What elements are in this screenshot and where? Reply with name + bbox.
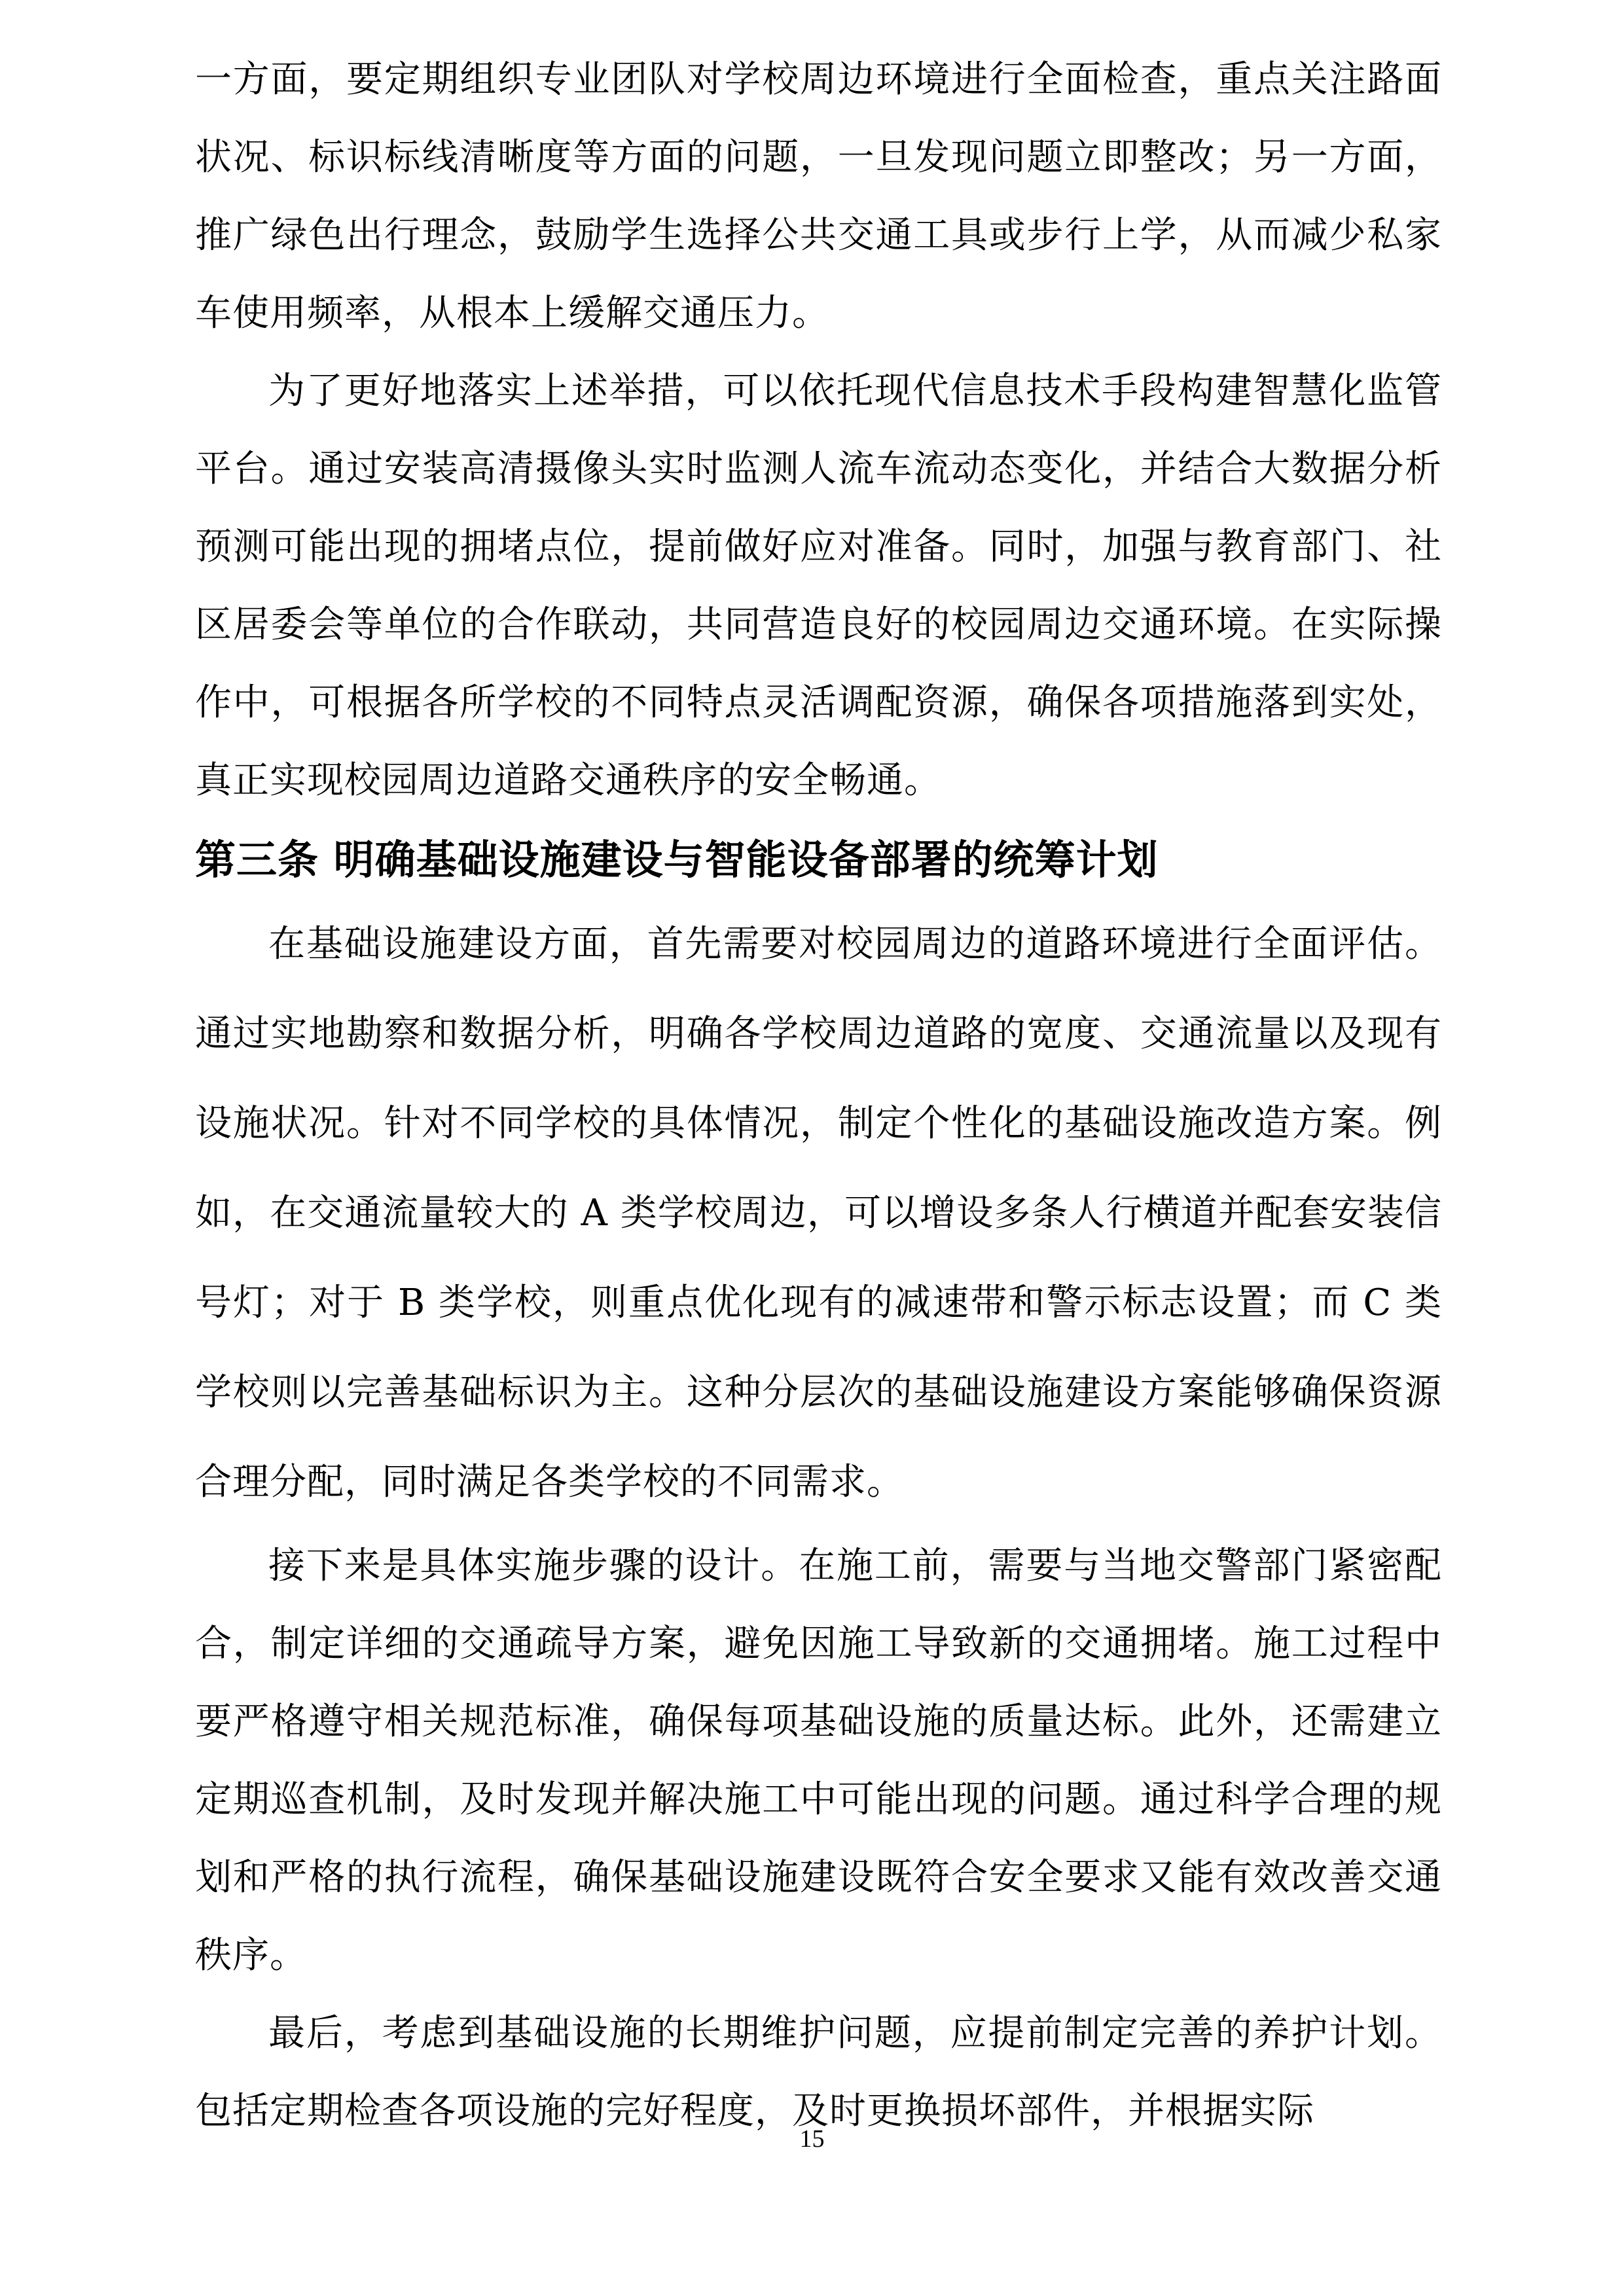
section-heading: 第三条 明确基础设施建设与智能设备部署的统筹计划 <box>195 836 1159 884</box>
document-body <box>195 41 1442 2150</box>
paragraph-implementation-steps: 接下来是具体实施步骤的设计。在施工前，需要与当地交警部门紧密配合，制定详细的交通疏导方案，避免因施工导致新的交通拥堵。施工过程中要严格遵守相关规范标准，确保每项基础设施的质量达标。此外，还需建立定期巡查机制，及时发现并解决施工中可能出现的问题。通过科学合理的规划和严格的执行流程，确保基础设施建设既符合安全要求又能有效改善交通秩序。 <box>195 1545 1442 1977</box>
page-number: 15 <box>799 2125 825 2153</box>
paragraph-maintenance-plan: 最后，考虑到基础设施的长期维护问题，应提前制定完善的养护计划。包括定期检查各项设施的完好程度，及时更换损坏部件，并根据实际 <box>195 2012 1442 2132</box>
paragraph-smart-platform: 为了更好地落实上述举措，可以依托现代信息技术手段构建智慧化监管平台。通过安装高清摄像头实时监测人流车流动态变化，并结合大数据分析预测可能出现的拥堵点位，提前做好应对准备。同时，加强与教育部门、社区居委会等单位的合作联动，共同营造良好的校园周边交通环境。在实际操作中，可根据各所学校的不同特点灵活调配资源，确保各项措施落到实处，真正实现校园周边道路交通秩序的安全畅通。 <box>195 370 1442 802</box>
paragraph-road-inspection: 一方面，要定期组织专业团队对学校周边环境进行全面检查，重点关注路面状况、标识标线清晰度等方面的问题，一旦发现问题立即整改；另一方面，推广绿色出行理念，鼓励学生选择公共交通工具或步行上学，从而减少私家车使用频率，从根本上缓解交通压力。 <box>195 58 1442 334</box>
paragraph-infrastructure-assessment: 在基础设施建设方面，首先需要对校园周边的道路环境进行全面评估。通过实地勘察和数据分析，明确各学校周边道路的宽度、交通流量以及现有设施状况。针对不同学校的具体情况，制定个性化的基础设施改造方案。例如，在交通流量较大的 A 类学校周边，可以增设多条人行横道并配套安装信号灯；对于 B 类学校，则重点优化现有的减速带和警示标志设置；而 C 类学校则以完善基础标识为主。这种分层次的基础设施建设方案能够确保资源合理分配，同时满足各类学校的不同需求。 <box>195 923 1442 1503</box>
